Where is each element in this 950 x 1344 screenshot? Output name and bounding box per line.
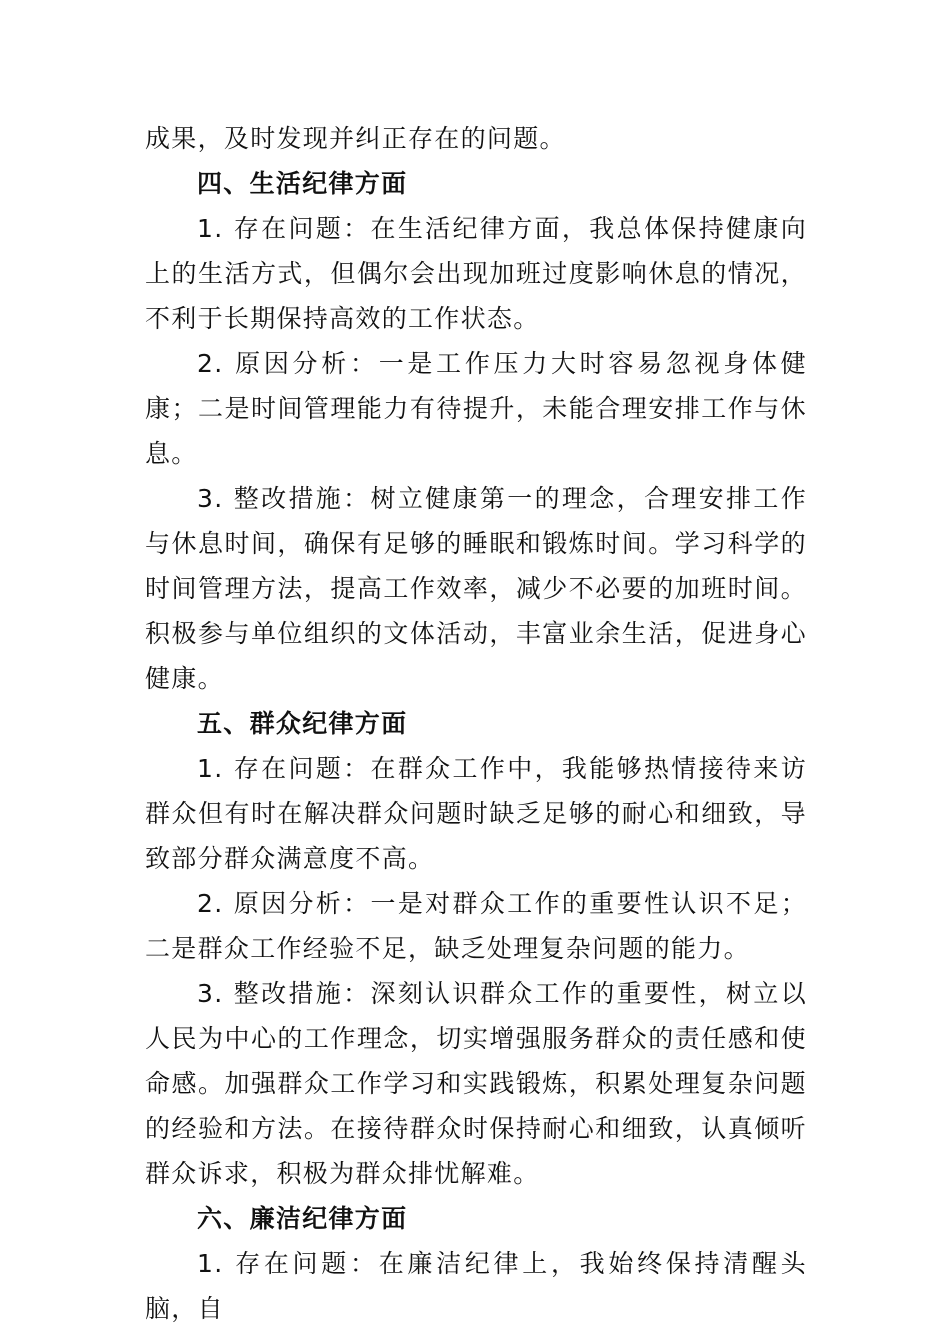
section-heading-4: 四、生活纪律方面 bbox=[197, 169, 408, 198]
item-label: 3. 整改措施： bbox=[197, 979, 371, 1008]
item-label: 3. 整改措施： bbox=[197, 484, 371, 513]
section-5-item-1 bbox=[145, 746, 807, 881]
section-4-item-2 bbox=[145, 341, 807, 476]
item-text: 深刻认识群众工作的重要性，树立以人民为中心的工作理念，切实增强服务群众的责任感和使命感。加强群众工作学习和实践锻炼，积累处理复杂问题的经验和方法。在接待群众时保持耐心和细致，认真倾听群众诉求，积极为群众排忧解难。 bbox=[145, 979, 807, 1188]
item-label: 1. 存在问题： bbox=[197, 1249, 379, 1278]
item-label: 1. 存在问题： bbox=[197, 214, 371, 243]
item-text: 在群众工作中，我能够热情接待来访群众但有时在解决群众问题时缺乏足够的耐心和细致，导致部分群众满意度不高。 bbox=[145, 754, 807, 873]
section-heading-5: 五、群众纪律方面 bbox=[197, 709, 408, 738]
item-text: 在生活纪律方面，我总体保持健康向上的生活方式，但偶尔会出现加班过度影响休息的情况，不利于长期保持高效的工作状态。 bbox=[145, 214, 807, 333]
item-label: 2. 原因分析： bbox=[197, 889, 371, 918]
section-5-item-3 bbox=[145, 971, 807, 1196]
section-6-item-1 bbox=[145, 1241, 807, 1331]
item-label: 1. 存在问题： bbox=[197, 754, 371, 783]
item-text: 树立健康第一的理念，合理安排工作与休息时间，确保有足够的睡眠和锻炼时间。学习科学的时间管理方法，提高工作效率，减少不必要的加班时间。积极参与单位组织的文体活动，丰富业余生活，促进身心健康。 bbox=[145, 484, 807, 693]
item-text: 在廉洁纪律上，我始终保持清醒头脑，自 bbox=[145, 1249, 807, 1323]
item-text: 一是工作压力大时容易忽视身体健康；二是时间管理能力有待提升，未能合理安排工作与休息。 bbox=[145, 349, 807, 468]
section-4-item-1 bbox=[145, 206, 807, 341]
item-label: 2. 原因分析： bbox=[197, 349, 379, 378]
section-heading-6: 六、廉洁纪律方面 bbox=[197, 1204, 408, 1233]
section-5-item-2 bbox=[145, 881, 807, 971]
continuation-paragraph: 成果，及时发现并纠正存在的问题。 bbox=[145, 124, 566, 153]
item-text: 一是对群众工作的重要性认识不足；二是群众工作经验不足，缺乏处理复杂问题的能力。 bbox=[145, 889, 807, 963]
section-4-item-3 bbox=[145, 476, 807, 701]
document-body bbox=[145, 116, 807, 1331]
